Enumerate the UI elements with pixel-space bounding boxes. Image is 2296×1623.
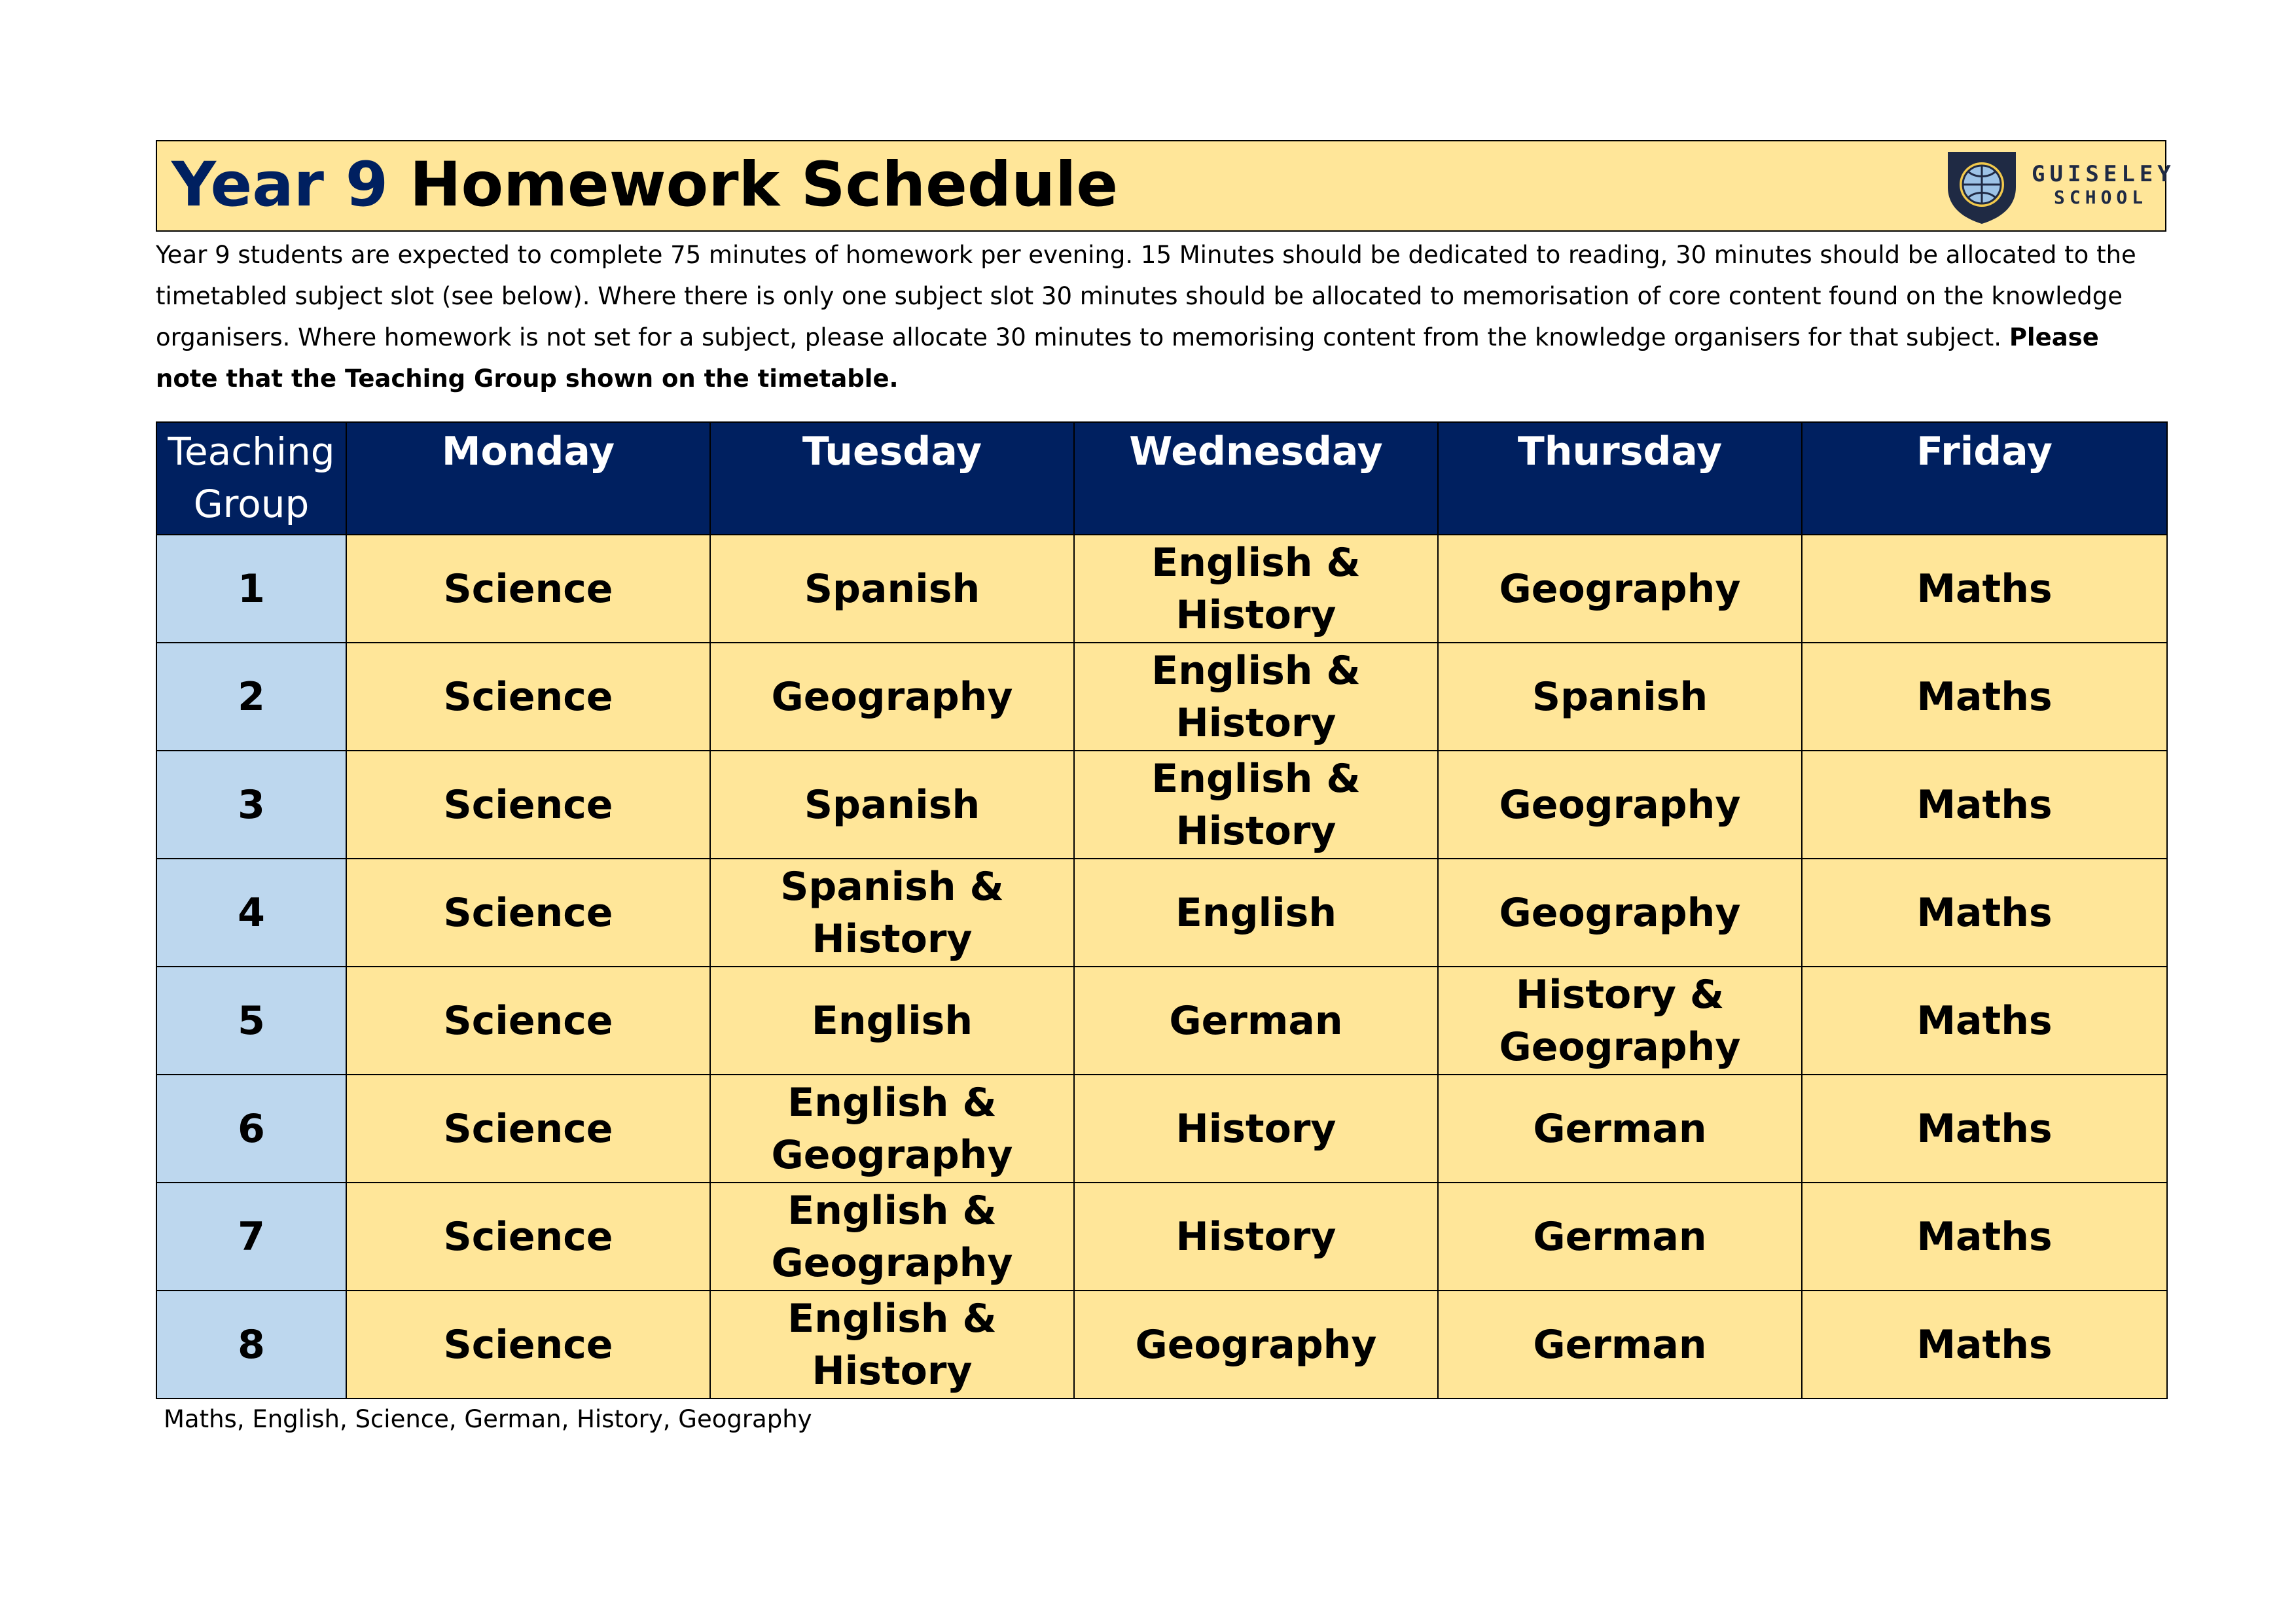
- monday-cell: Science: [346, 1291, 710, 1399]
- tuesday-cell: English & Geography: [710, 1075, 1074, 1183]
- wednesday-cell: English & History: [1074, 535, 1438, 643]
- wednesday-cell: History: [1074, 1183, 1438, 1291]
- title-year: Year 9: [171, 149, 389, 221]
- group-cell: 6: [156, 1075, 346, 1183]
- table-row: [156, 535, 2167, 643]
- wednesday-cell: German: [1074, 967, 1438, 1075]
- tuesday-cell: English & Geography: [710, 1183, 1074, 1291]
- tuesday-cell: Spanish & History: [710, 859, 1074, 967]
- column-header-friday: Friday: [1802, 422, 2167, 535]
- group-cell: 8: [156, 1291, 346, 1399]
- friday-cell: Maths: [1802, 643, 2167, 751]
- wednesday-cell: English & History: [1074, 643, 1438, 751]
- table-row: [156, 859, 2167, 967]
- monday-cell: Science: [346, 535, 710, 643]
- column-header-teaching-group: Teaching Group: [156, 422, 346, 535]
- monday-cell: Science: [346, 859, 710, 967]
- wednesday-cell: Geography: [1074, 1291, 1438, 1399]
- group-cell: 5: [156, 967, 346, 1075]
- homework-schedule-page: [156, 140, 2176, 1433]
- friday-cell: Maths: [1802, 1291, 2167, 1399]
- table-row: [156, 1291, 2167, 1399]
- table-row: [156, 751, 2167, 859]
- friday-cell: Maths: [1802, 751, 2167, 859]
- wednesday-cell: History: [1074, 1075, 1438, 1183]
- column-header-tuesday: Tuesday: [710, 422, 1074, 535]
- friday-cell: Maths: [1802, 1183, 2167, 1291]
- friday-cell: Maths: [1802, 967, 2167, 1075]
- thursday-cell: German: [1438, 1291, 1802, 1399]
- monday-cell: Science: [346, 751, 710, 859]
- table-row: [156, 1075, 2167, 1183]
- thursday-cell: Geography: [1438, 535, 1802, 643]
- group-cell: 2: [156, 643, 346, 751]
- title-rest: Homework Schedule: [409, 149, 1119, 221]
- group-cell: 1: [156, 535, 346, 643]
- page-title: [171, 149, 1118, 221]
- school-name-line-2: SCHOOL: [2054, 187, 2148, 208]
- school-name-line-1: GUISELEY: [2032, 161, 2176, 187]
- wednesday-cell: English & History: [1074, 751, 1438, 859]
- friday-cell: Maths: [1802, 535, 2167, 643]
- intro-emphasis: Please note that the Teaching Group shown on the timetable.: [156, 323, 2099, 393]
- friday-cell: Maths: [1802, 859, 2167, 967]
- tuesday-cell: Spanish: [710, 751, 1074, 859]
- friday-cell: Maths: [1802, 1075, 2167, 1183]
- table-header-row: [156, 422, 2167, 535]
- intro-text: Year 9 students are expected to complete 75 minutes of homework per evening. 15 Minutes should be dedicated to reading, 30 minutes should be allocated to the timetabled subject slot (see below). Where there is only one subject slot 30 minutes should be allocated to memorisation of core content found on the knowledge organisers. Where homework is not set for a subject, please allocate 30 minutes to memorising content from the knowledge organisers for that subject.: [156, 241, 2136, 351]
- tuesday-cell: English: [710, 967, 1074, 1075]
- thursday-cell: German: [1438, 1075, 1802, 1183]
- school-crest-icon: [1943, 148, 2021, 225]
- monday-cell: Science: [346, 643, 710, 751]
- group-cell: 3: [156, 751, 346, 859]
- thursday-cell: Geography: [1438, 859, 1802, 967]
- school-logo: [1943, 148, 2176, 225]
- column-header-wednesday: Wednesday: [1074, 422, 1438, 535]
- title-bar: [156, 140, 2176, 232]
- wednesday-cell: English: [1074, 859, 1438, 967]
- monday-cell: Science: [346, 1075, 710, 1183]
- school-name: [2032, 162, 2176, 209]
- table-row: [156, 967, 2167, 1075]
- thursday-cell: History & Geography: [1438, 967, 1802, 1075]
- column-header-thursday: Thursday: [1438, 422, 1802, 535]
- tuesday-cell: English & History: [710, 1291, 1074, 1399]
- tuesday-cell: Geography: [710, 643, 1074, 751]
- monday-cell: Science: [346, 1183, 710, 1291]
- group-cell: 4: [156, 859, 346, 967]
- intro-paragraph: [156, 234, 2166, 399]
- thursday-cell: Spanish: [1438, 643, 1802, 751]
- thursday-cell: German: [1438, 1183, 1802, 1291]
- table-row: [156, 643, 2167, 751]
- tuesday-cell: Spanish: [710, 535, 1074, 643]
- column-header-monday: Monday: [346, 422, 710, 535]
- table-row: [156, 1183, 2167, 1291]
- monday-cell: Science: [346, 967, 710, 1075]
- subject-list-footnote: Maths, English, Science, German, History, Geography: [164, 1405, 812, 1433]
- thursday-cell: Geography: [1438, 751, 1802, 859]
- homework-table: [156, 421, 2168, 1399]
- group-cell: 7: [156, 1183, 346, 1291]
